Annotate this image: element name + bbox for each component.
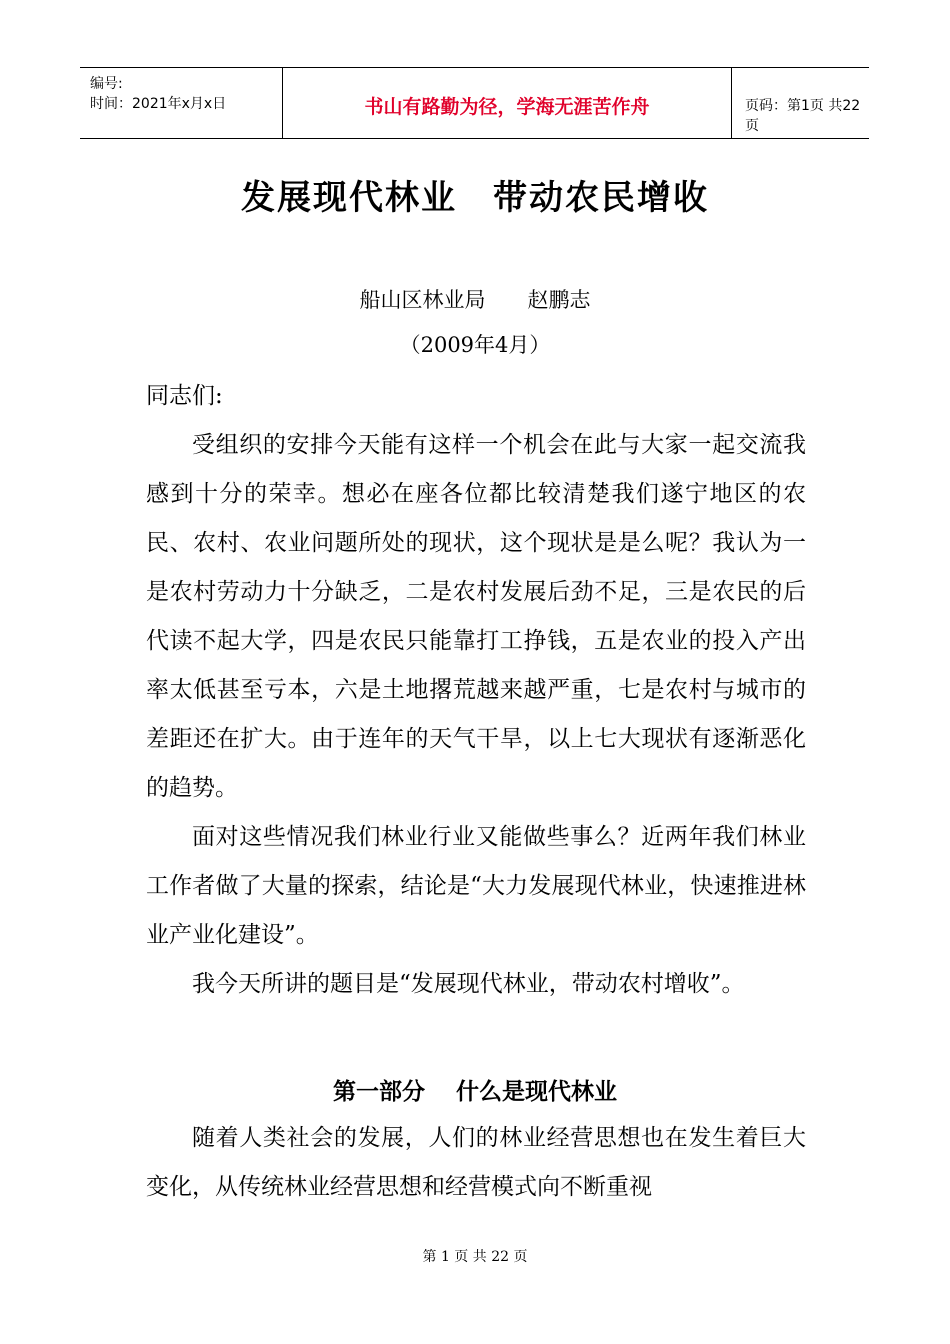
serial-label: 编号: — [90, 76, 123, 92]
header-left-cell — [80, 68, 282, 138]
section-heading: 第一部分 什么是现代林业 — [332, 1079, 617, 1105]
header-center-cell — [282, 68, 732, 138]
body-text — [146, 421, 806, 813]
header-right-cell — [731, 68, 869, 138]
document-title: 发展现代林业 带动农民增收 — [241, 178, 709, 218]
body-text — [146, 813, 806, 960]
salutation: 同志们: — [146, 383, 223, 409]
paragraph: 面对这些情况我们林业行业又能做些事么？近两年我们林业工作者做了大量的探索，结论是“大力发展现代林业，快速推进林业产业化建设”。 — [146, 824, 806, 948]
page-footer: 第 1 页 共 22 页 — [422, 1249, 528, 1265]
date-label: 时间：2021年x月x日 — [90, 96, 227, 112]
document-author: 船山区林业局 赵鹏志 — [359, 288, 591, 312]
paragraph: 我今天所讲的题目是“发展现代林业，带动农村增收”。 — [192, 971, 745, 997]
page-info: 页码：第1页 共22页 — [745, 98, 861, 134]
paragraph: 受组织的安排今天能有这样一个机会在此与大家一起交流我感到十分的荣幸。想必在座各位都比较清楚我们遂宁地区的农民、农村、农业问题所处的现状，这个现状是是么呢？我认为一是农村劳动力十分缺乏，二是农村发展后劲不足，三是农民的后代读不起大学，四是农民只能靠打工挣钱，五是农业的投入产出率太低甚至亏本，六是土地撂荒越来越严重，七是农村与城市的差距还在扩大。由于连年的天气干旱，以上七大现状有逐渐恶化的趋势。 — [146, 432, 806, 801]
motto: 书山有路勤为径，学海无涯苦作舟 — [364, 96, 650, 118]
header-table — [80, 67, 869, 139]
paragraph: 随着人类社会的发展，人们的林业经营思想也在发生着巨大变化，从传统林业经营思想和经营模式向不断重视 — [146, 1125, 806, 1200]
body-text — [146, 1114, 806, 1212]
document-date: （2009年4月） — [399, 333, 551, 357]
body-text — [146, 960, 806, 1009]
